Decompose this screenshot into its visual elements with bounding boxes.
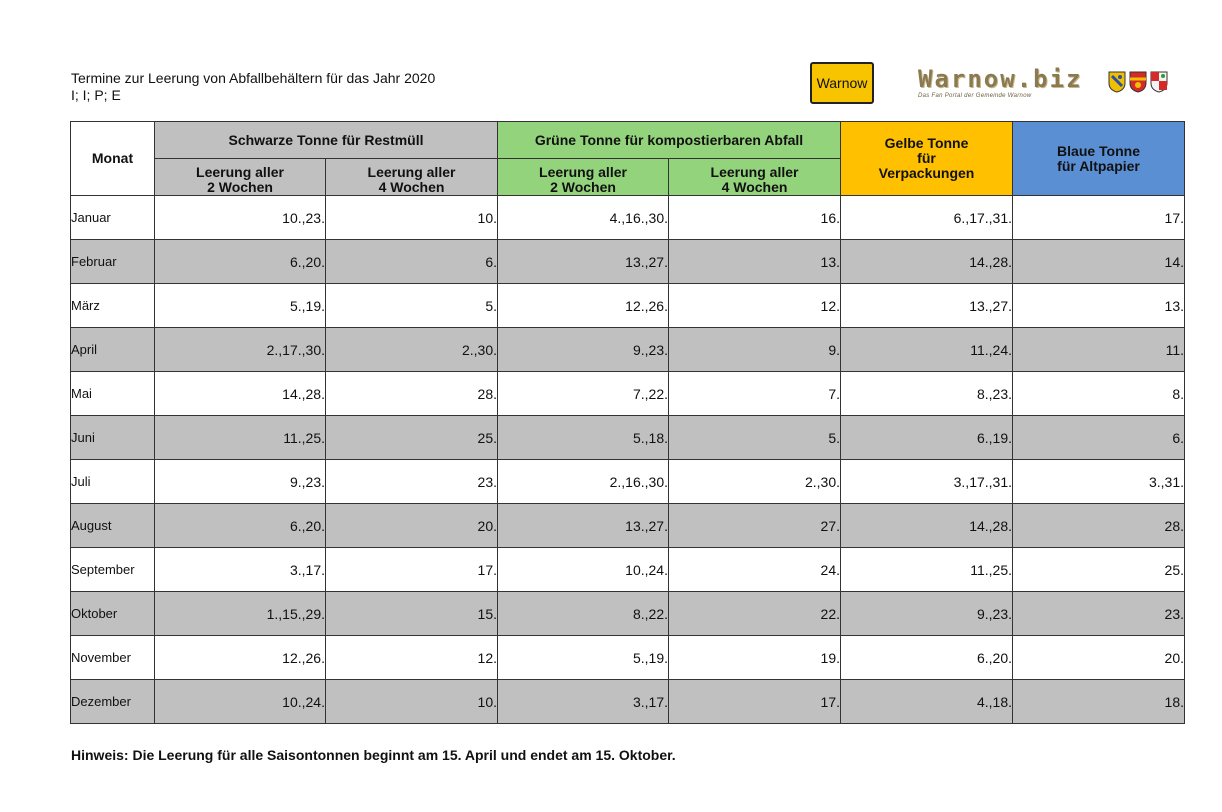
table-row [71,372,1185,416]
green4-cell: 17. [669,680,841,724]
sub-header-line-1: Leerung aller [196,164,284,180]
table-row [71,196,1185,240]
month-cell: August [71,504,155,548]
sub-header-line-1: Leerung aller [367,164,456,180]
month-cell: Juni [71,416,155,460]
table-row [71,328,1185,372]
blue-cell: 3.,31. [1013,460,1185,504]
waste-collection-table [70,121,1185,724]
yellow-cell: 6.,20. [841,636,1013,680]
month-cell: Mai [71,372,155,416]
yellow-header-line-1: Gelbe Tonne [884,135,969,151]
month-cell: März [71,284,155,328]
table-row [71,548,1185,592]
green4-cell: 22. [669,592,841,636]
black4-cell: 12. [326,636,498,680]
month-cell: Februar [71,240,155,284]
green-4-weeks-header [669,159,841,196]
hint-note: Hinweis: Die Leerung für alle Saisontonnen beginnt am 15. April und endet am 15. Oktober. [71,747,676,763]
green4-cell: 24. [669,548,841,592]
table-row [71,460,1185,504]
black2-cell: 10.,23. [155,196,326,240]
blue-cell: 14. [1013,240,1185,284]
yellow-cell: 11.,25. [841,548,1013,592]
month-cell: Dezember [71,680,155,724]
black2-cell: 6.,20. [155,240,326,284]
table-row [71,636,1185,680]
brand-name: Warnow.biz [918,65,1083,93]
green4-cell: 12. [669,284,841,328]
blue-cell: 6. [1013,416,1185,460]
yellow-cell: 8.,23. [841,372,1013,416]
table-body [71,196,1185,724]
yellow-header-line-2: für [917,150,936,166]
yellow-cell: 11.,24. [841,328,1013,372]
green2-cell: 4.,16.,30. [498,196,669,240]
green-bin-header: Grüne Tonne für kompostierbaren Abfall [498,122,841,159]
black4-cell: 28. [326,372,498,416]
green2-cell: 7.,22. [498,372,669,416]
black2-cell: 10.,24. [155,680,326,724]
month-cell: Oktober [71,592,155,636]
green2-cell: 12.,26. [498,284,669,328]
black4-cell: 6. [326,240,498,284]
green4-cell: 9. [669,328,841,372]
yellow-cell: 14.,28. [841,240,1013,284]
blue-cell: 13. [1013,284,1185,328]
black4-cell: 2.,30. [326,328,498,372]
green4-cell: 19. [669,636,841,680]
green4-cell: 16. [669,196,841,240]
green4-cell: 13. [669,240,841,284]
blue-header-line-2: für Altpapier [1057,157,1140,174]
blue-cell: 8. [1013,372,1185,416]
brand-tagline: Das Fan Portal der Gemeinde Warnow [918,93,1032,99]
sub-header-line-2: 4 Wochen [378,179,445,195]
black2-cell: 5.,19. [155,284,326,328]
yellow-cell: 4.,18. [841,680,1013,724]
black2-cell: 14.,28. [155,372,326,416]
sub-header-line-2: 2 Wochen [550,179,616,195]
table-row [71,240,1185,284]
blue-cell: 23. [1013,592,1185,636]
green2-cell: 9.,23. [498,328,669,372]
green-2-weeks-header [498,159,669,196]
title-line-1: Termine zur Leerung von Abfallbehältern für das Jahr 2020 [71,70,436,86]
brand-logo [918,66,1082,99]
blue-cell: 18. [1013,680,1185,724]
green2-cell: 13.,27. [498,240,669,284]
coat-of-arms-icon-2 [1129,71,1147,93]
table-row [71,504,1185,548]
coat-of-arms-icon-1 [1108,71,1126,93]
blue-cell: 20. [1013,636,1185,680]
black-4-weeks-header [326,159,498,196]
table-row [71,416,1185,460]
green4-cell: 5. [669,416,841,460]
green4-cell: 2.,30. [669,460,841,504]
month-header: Monat [71,122,155,196]
document-title [71,70,435,104]
blue-header-line-1: Blaue Tonne [1057,142,1140,159]
green4-cell: 7. [669,372,841,416]
sub-header-line-2: 4 Wochen [721,179,788,195]
green2-cell: 8.,22. [498,592,669,636]
black4-cell: 20. [326,504,498,548]
blue-bin-header [1013,122,1185,196]
black2-cell: 11.,25. [155,416,326,460]
black4-cell: 23. [326,460,498,504]
black4-cell: 15. [326,592,498,636]
green2-cell: 3.,17. [498,680,669,724]
month-cell: Juli [71,460,155,504]
blue-cell: 28. [1013,504,1185,548]
yellow-cell: 6.,17.,31. [841,196,1013,240]
black4-cell: 10. [326,196,498,240]
warnow-badge: Warnow [810,62,874,104]
black2-cell: 12.,26. [155,636,326,680]
black-bin-header: Schwarze Tonne für Restmüll [155,122,498,159]
table-row [71,592,1185,636]
coat-of-arms-icon-3 [1150,71,1168,93]
black2-cell: 9.,23. [155,460,326,504]
yellow-cell: 14.,28. [841,504,1013,548]
yellow-cell: 9.,23. [841,592,1013,636]
black4-cell: 10. [326,680,498,724]
yellow-header-line-3: Verpackungen [878,165,975,181]
green2-cell: 5.,18. [498,416,669,460]
blue-cell: 11. [1013,328,1185,372]
month-cell: April [71,328,155,372]
black2-cell: 2.,17.,30. [155,328,326,372]
yellow-cell: 6.,19. [841,416,1013,460]
month-cell: September [71,548,155,592]
yellow-cell: 3.,17.,31. [841,460,1013,504]
green2-cell: 10.,24. [498,548,669,592]
green2-cell: 2.,16.,30. [498,460,669,504]
green4-cell: 27. [669,504,841,548]
black4-cell: 5. [326,284,498,328]
green2-cell: 13.,27. [498,504,669,548]
black2-cell: 6.,20. [155,504,326,548]
yellow-bin-header [841,122,1013,196]
sub-header-line-1: Leerung aller [710,164,799,180]
black4-cell: 25. [326,416,498,460]
month-cell: November [71,636,155,680]
blue-cell: 17. [1013,196,1185,240]
table-row [71,680,1185,724]
sub-header-line-2: 2 Wochen [207,179,273,195]
title-line-2: I; I; P; E [71,87,121,103]
black-2-weeks-header [155,159,326,196]
yellow-cell: 13.,27. [841,284,1013,328]
black2-cell: 1.,15.,29. [155,592,326,636]
month-cell: Januar [71,196,155,240]
sub-header-line-1: Leerung aller [539,164,627,180]
blue-cell: 25. [1013,548,1185,592]
black2-cell: 3.,17. [155,548,326,592]
coat-of-arms-group [1108,71,1168,93]
table-row [71,284,1185,328]
green2-cell: 5.,19. [498,636,669,680]
black4-cell: 17. [326,548,498,592]
